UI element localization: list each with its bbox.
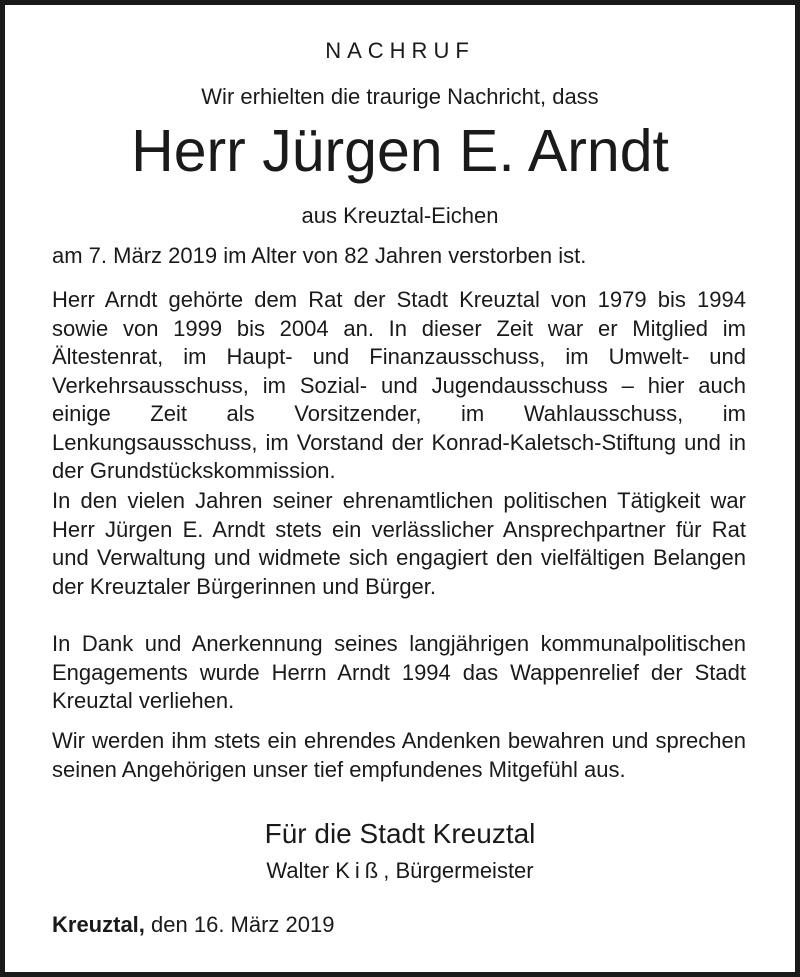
signature-person-prefix: Walter xyxy=(266,858,336,883)
dateline-place: Kreuztal, xyxy=(52,912,145,937)
paragraph-honorary-work: In den vielen Jahren seiner ehrenamtlichen politischen Tätigkeit war Herr Jürgen E. Arndt stets ein verlässlicher Ansprechpartner für Rat und Verwaltung und widmete sich engagiert den vielfältigen Belangen der Kreuztaler Bürgerinnen und Bürger. xyxy=(52,488,746,599)
paragraph-condolence: Wir werden ihm stets ein ehrendes Andenken bewahren und sprechen seinen Angehörigen unser tief empfundenes Mitgefühl aus. xyxy=(52,728,746,782)
notice-heading: NACHRUF xyxy=(325,38,475,63)
origin-line: aus Kreuztal-Eichen xyxy=(301,203,499,228)
death-line: am 7. März 2019 im Alter von 82 Jahren verstorben ist. xyxy=(52,243,587,268)
paragraph-council-membership: Herr Arndt gehörte dem Rat der Stadt Kreuztal von 1979 bis 1994 sowie von 1999 bis 2004 an. In dieser Zeit war er Mitglied im Ältestenrat, im Haupt- und Finanzausschuss, im Umwelt- und Verkehrsausschuss, im Sozial- und Jugendausschuss – hier auch einige Zeit als Vorsitzender, im Wahlausschuss, im Lenkungsausschuss, im Vorstand der Konrad-Kaletsch-Stiftung und in der Grundstückskommission. xyxy=(52,287,746,483)
signature-person-surname: Kiß xyxy=(335,858,384,883)
dateline xyxy=(52,912,335,938)
deceased-name: Herr Jürgen E. Arndt xyxy=(131,118,669,184)
dateline-date: den 16. März 2019 xyxy=(144,912,335,937)
paragraph-award: In Dank und Anerkennung seines langjährigen kommunalpolitischen Engagements wurde Herrn Arndt 1994 das Wappenrelief der Stadt Kreuztal verliehen. xyxy=(52,631,746,713)
signature-organization: Für die Stadt Kreuztal xyxy=(264,818,536,849)
signature-person xyxy=(0,858,800,884)
intro-line: Wir erhielten die traurige Nachricht, dass xyxy=(201,84,599,109)
signature-person-title: , Bürgermeister xyxy=(383,858,534,883)
